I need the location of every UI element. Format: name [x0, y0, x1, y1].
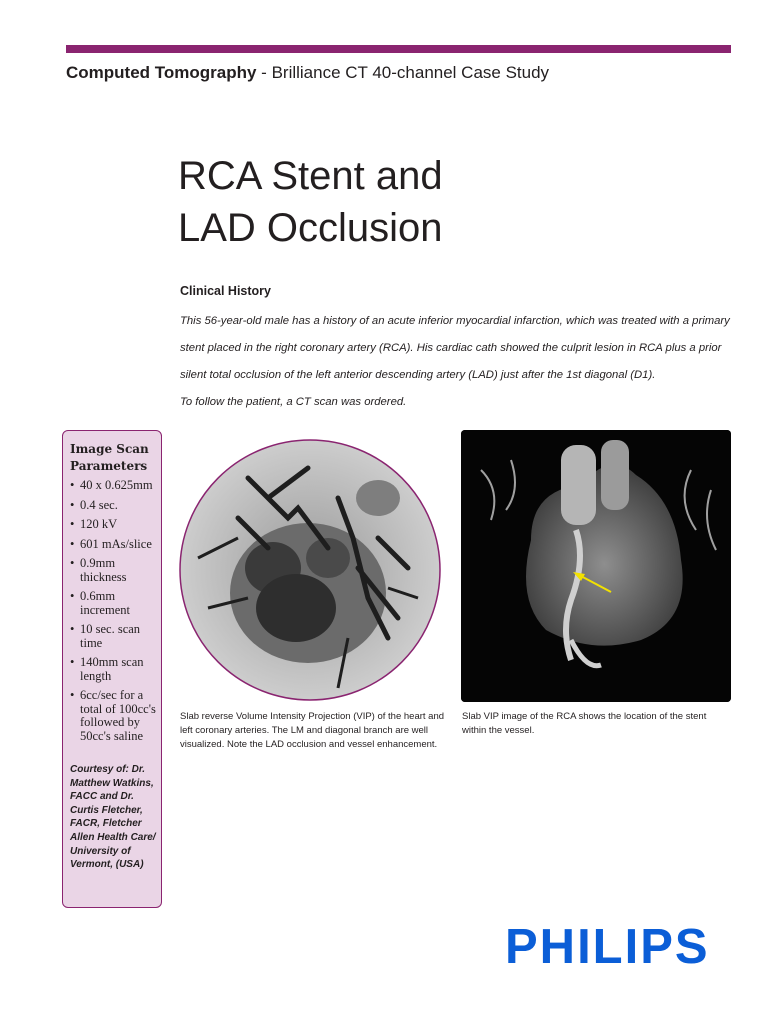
- vip-heart-image: [178, 438, 442, 702]
- parameter-item: • 601 mAs/slice: [70, 538, 157, 552]
- parameter-item: • 140mm scan length: [70, 656, 157, 683]
- courtesy-credit: Courtesy of: Dr. Matthew Watkins, FACC and Dr. Curtis Fletcher, FACR, Fletcher Allen Health Care/ University of Vermont, (USA): [70, 764, 156, 871]
- right-image-caption: Slab VIP image of the RCA shows the location of the stent within the vessel.: [462, 711, 707, 736]
- parameter-item: • 0.9mm thickness: [70, 557, 157, 584]
- parameter-item: • 6cc/sec for a total of 100cc's followed by 50cc's saline: [70, 689, 157, 743]
- header-subtitle: Brilliance CT 40-channel Case Study: [271, 63, 550, 82]
- scan-parameters-box: [62, 430, 162, 908]
- page-title: [178, 150, 443, 254]
- parameter-item: • 40 x 0.625mm: [70, 479, 157, 493]
- parameter-item: • 120 kV: [70, 518, 157, 532]
- philips-logo: PHILIPS: [505, 920, 710, 974]
- history-line: silent total occlusion of the left anterior descending artery (LAD) just after the 1st diagonal (D1).: [180, 369, 656, 381]
- title-line-2: LAD Occlusion: [178, 206, 443, 250]
- parameter-item: • 10 sec. scan time: [70, 623, 157, 650]
- history-line: This 56-year-old male has a history of an acute inferior myocardial infarction, which was treated with a primary: [180, 315, 730, 327]
- scan-parameters-title: Image Scan Parameters: [70, 442, 149, 473]
- header-separator: -: [256, 63, 272, 82]
- scan-parameters-list: [70, 479, 157, 743]
- title-line-1: RCA Stent and: [178, 154, 443, 198]
- top-accent-bar: [66, 45, 731, 53]
- clinical-history-heading: Clinical History: [180, 284, 271, 298]
- clinical-history-text: [180, 308, 740, 416]
- history-line: To follow the patient, a CT scan was ordered.: [180, 396, 407, 408]
- parameter-item: • 0.4 sec.: [70, 499, 157, 513]
- header-line: [66, 63, 549, 83]
- history-line: stent placed in the right coronary artery (RCA). His cardiac cath showed the culprit lesion in RCA plus a prior: [180, 342, 722, 354]
- left-image-caption: Slab reverse Volume Intensity Projection (VIP) of the heart and left coronary arteries. The LM and diagonal branch are well visualized. Note the LAD occlusion and vessel enhancement.: [180, 711, 445, 750]
- header-category: Computed Tomography: [66, 63, 257, 82]
- vip-rca-image: [461, 430, 731, 702]
- parameter-item: • 0.6mm increment: [70, 590, 157, 617]
